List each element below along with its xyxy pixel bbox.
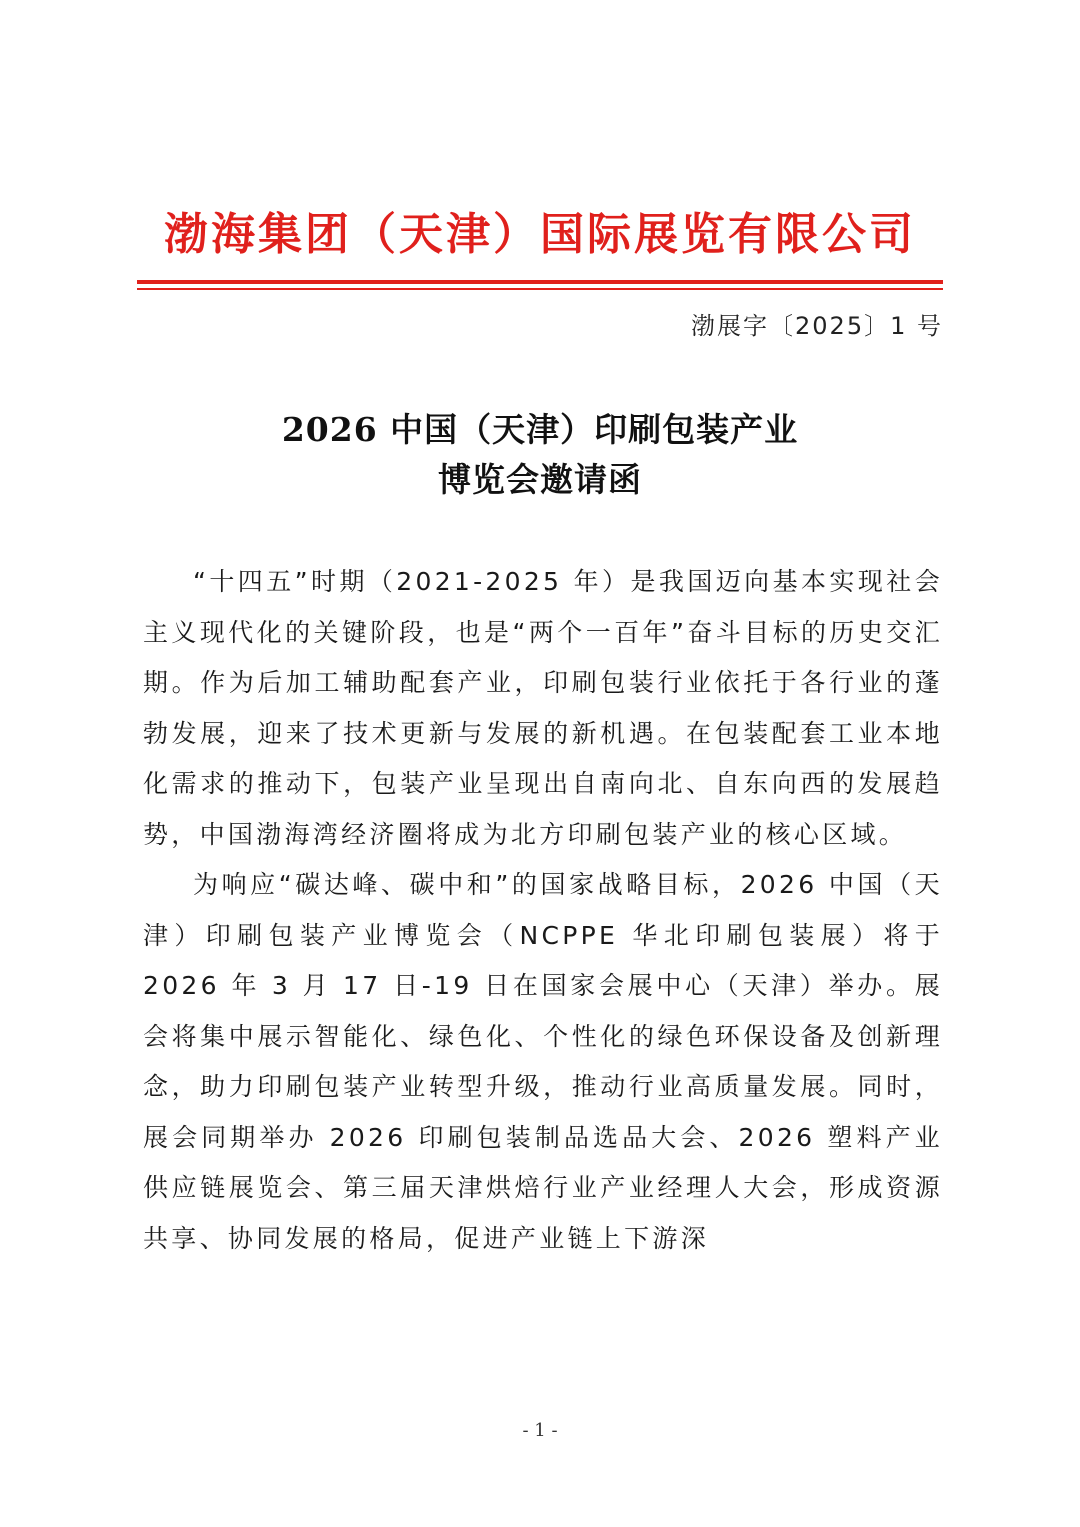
body-paragraph-1: “十四五”时期（2021-2025 年）是我国迈向基本实现社会主义现代化的关键阶段，也是“两个一百年”奋斗目标的历史交汇期。作为后加工辅助配套产业，印刷包装行业依托于各行业的蓬勃发展，迎来了技术更新与发展的新机遇。在包装配套工业本地化需求的推动下，包装产业呈现出自南向北、自东向西的发展趋势，中国渤海湾经济圈将成为北方印刷包装产业的核心区域。 [143,567,943,849]
page-number: - 1 - [522,1420,558,1441]
body-paragraph-2: 为响应“碳达峰、碳中和”的国家战略目标，2026 中国（天津）印刷包装产业博览会（NCPPE 华北印刷包装展）将于 2026 年 3 月 17 日-19 日在国家会展中心（天津）举办。展会将集中展示智能化、绿色化、个性化的绿色环保设备及创新理念，助力印刷包装产业转型升级，推动行业高质量发展。同时，展会同期举办 2026 印刷包装制品选品大会、2026 塑料产业供应链展览会、第三届天津烘焙行业产业经理人大会，形成资源共享、协同发展的格局，促进产业链上下游深 [143,870,943,1253]
letterhead-red-rule-thick [137,280,943,284]
letterhead-company-name: 渤海集团（天津）国际展览有限公司 [164,209,916,260]
document-title [0,405,1080,505]
title-line-1: 2026 中国（天津）印刷包装产业 [281,410,799,449]
letterhead-red-rule-thin [137,288,943,290]
title-line-2: 博览会邀请函 [438,460,642,499]
letter-body [143,557,943,1264]
document-number: 渤展字〔2025〕1 号 [691,312,943,340]
